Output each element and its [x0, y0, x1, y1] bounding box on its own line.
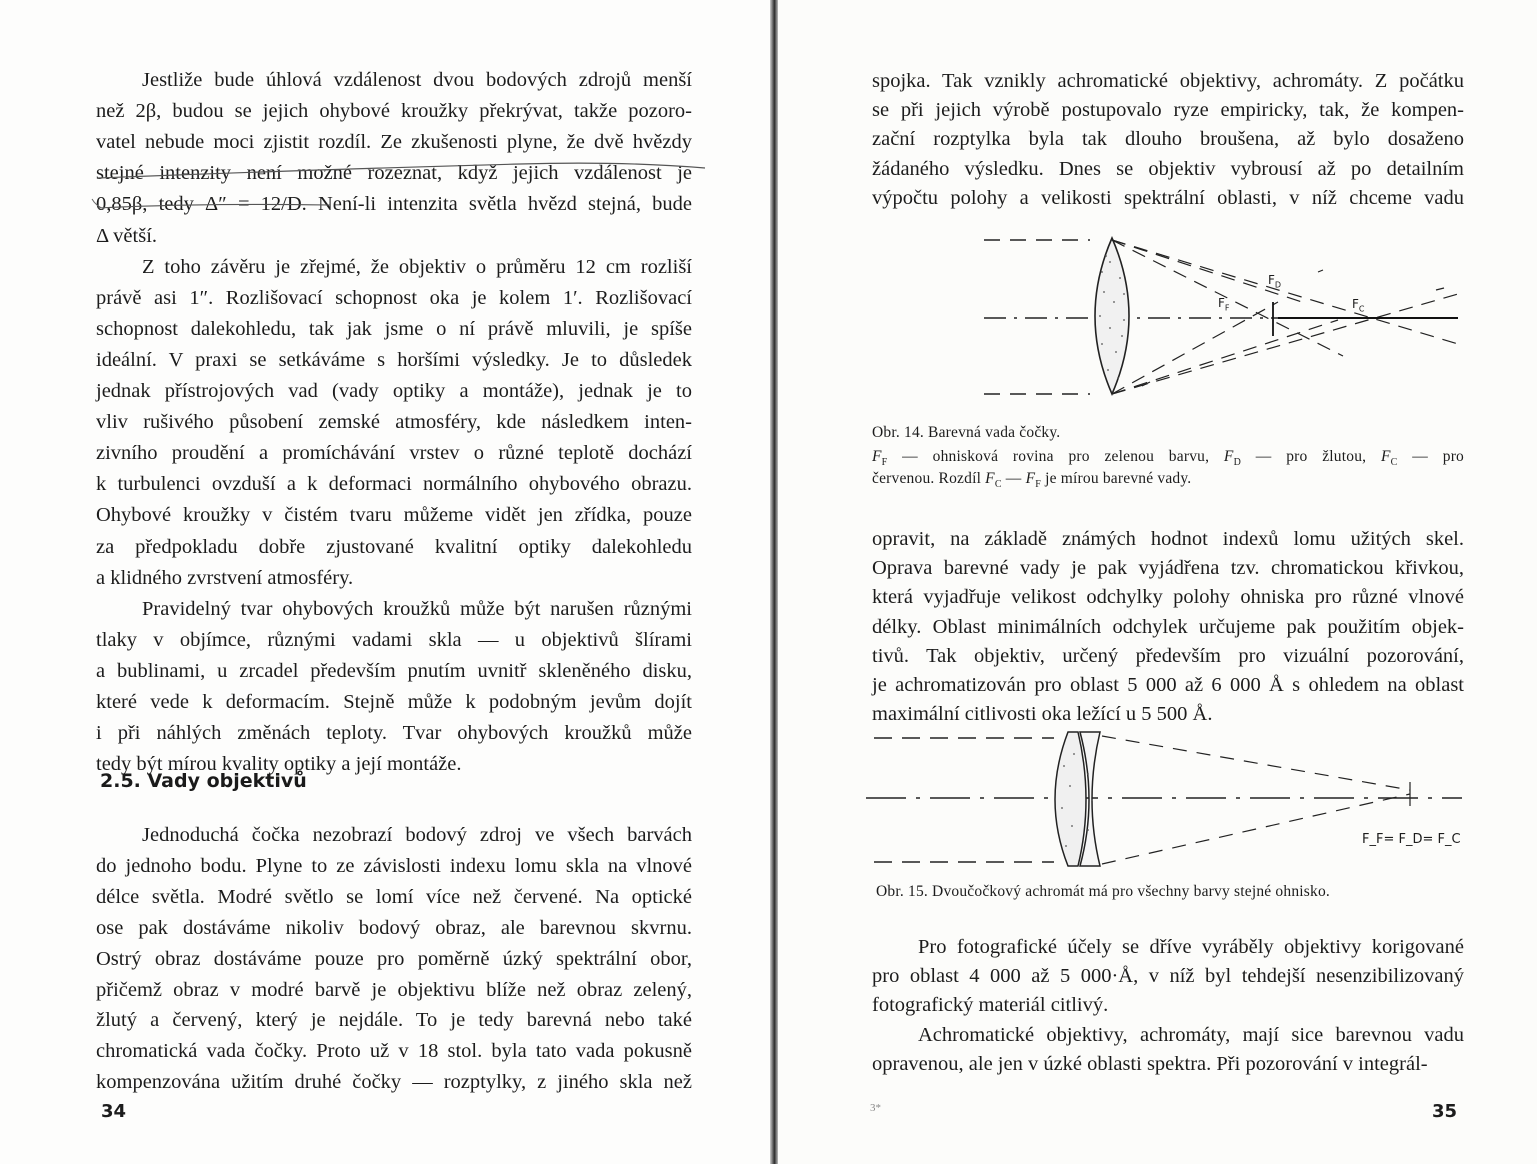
text-line: tedy být mírou kvality optiky a její montáže. — [96, 753, 462, 776]
text-line: do jednoho bodu. Plyne to ze závislosti indexu lomu skla na vlnové — [96, 854, 692, 877]
text-line: Δ větší. — [96, 224, 158, 247]
figure-15-focus-label: F_F= F_D= F_C — [1362, 832, 1461, 847]
text-line: vatel nebude moci zjistit rozdíl. Ze zkušenosti plyne, že dvě hvězdy — [96, 131, 692, 154]
figure-14-caption-line2: $F_F$ — ohnisková rovina pro zelenou barvu, $F_D$ — pro žlutou, $F_C$ — pro — [872, 448, 1465, 469]
text-line: fotografický materiál citlivý. — [872, 994, 1109, 1017]
text-line: výpočtu polohy a velikosti spektrální oblasti, v níž chceme vadu — [872, 186, 1464, 209]
text-line: kompenzována užitím druhé čočky — rozptylky, z jiného skla než — [96, 1071, 692, 1094]
right-page — [778, 0, 1537, 1164]
text-line: opravit, na základě známých hodnot indexů lomu užitých skel. — [872, 528, 1464, 550]
page-number-right: 35 — [1432, 1101, 1458, 1122]
text-line: i při náhlých změnách teploty. Tvar ohybových kroužků může — [96, 722, 692, 745]
label-fc: $F_C$ — [1352, 297, 1365, 314]
text-line: 0,85β, tedy Δ″ = 12/D. Není-li intenzita světla hvězd stejná, bude — [96, 193, 692, 216]
text-line: opravenou, ale jen v úzké oblasti spektra. Při pozorování v integrál- — [872, 1052, 1428, 1075]
text-line: Pravidelný tvar ohybových kroužků může být narušen různými — [142, 597, 692, 620]
text-line: žlutý a červený, který je nejdále. To je tedy barevná nebo také — [96, 1009, 692, 1032]
text-line: k turbulenci ovzduší a k deformaci normálního ohybového obrazu. — [96, 473, 692, 496]
text-line: pro oblast 4 000 až 5 000·Å, v níž byl tehdejší nesenzibilizovaný — [872, 965, 1464, 988]
text-line: zační rozptylka byla tak dlouho broušena, až bylo dosaženo — [872, 128, 1464, 151]
page-number-left: 34 — [101, 1101, 127, 1122]
text-line: Ostrý obraz dostáváme pouze pro poměrně úzký spektrální obor, — [96, 947, 692, 970]
pencil-underline — [0, 0, 770, 260]
text-line: přičemž obraz v modré barvě je objektivu blíže než obraz zelený, — [96, 978, 692, 1001]
text-line: vliv rušivého působení zemské atmosféry, kde následkem inten- — [96, 411, 692, 434]
text-line: je achromatizován pro oblast 5 000 až 6 000 Å s ohledem na oblast — [872, 674, 1464, 696]
label-fd: $F_D$ — [1268, 273, 1282, 290]
text-line: schopnost dalekohledu, tak jak jsme o ní právě mluvili, je spíše — [96, 317, 692, 340]
text-line: Achromatické objektivy, achromáty, mají sice barevnou vadu — [918, 1023, 1464, 1046]
text-line: ose pak dostáváme nikoliv bodový obraz, ale barevnou skvrnu. — [96, 916, 692, 939]
text-line: Jestliže bude úhlová vzdálenost dvou bodových zdrojů menší — [142, 69, 692, 91]
text-line: právě asi 1″. Rozlišovací schopnost oka je kolem 1′. Rozlišovací — [96, 286, 692, 309]
text-line: a klidného zvrstvení atmosféry. — [96, 566, 354, 589]
text-line: tivů. Tak objektiv, určený především pro vizuální pozorování, — [872, 644, 1464, 667]
label-ff: $F_F$ — [1218, 296, 1230, 313]
text-line: tlaky v objímce, různými vadami skla — u objektivů šlírami — [96, 628, 692, 651]
text-line: které vede k deformacím. Stejně může k podobným jevům dojít — [96, 691, 692, 713]
text-line: a bublinami, u zrcadel především pnutím uvnitř skleněného disku, — [96, 659, 692, 682]
book-gutter — [770, 0, 778, 1164]
text-line: než 2β, budou se jejich ohybové kroužky překrývat, takže pozoro- — [96, 100, 692, 123]
text-line: žádaného výsledku. Dnes se objektiv vybrousí až po detailním — [872, 157, 1464, 180]
figure-14-chromatic-aberration — [978, 232, 1478, 412]
text-line: zivního proudění a promíchávání vrstev o různé teplotě dochází — [96, 442, 692, 465]
text-line: délce světla. Modré světlo se lomí více než červené. Na optické — [96, 885, 692, 908]
figure-14-caption-line3: červenou. Rozdíl $F_C$ — $F_F$ je mírou barevné vady. — [872, 470, 1192, 491]
text-line: stejné intenzity není možné rozeznat, když jejich vzdálenost je — [96, 162, 692, 185]
text-line: Ohybové kroužky v čistém tvaru můžeme vidět jen zřídka, pouze — [96, 504, 692, 527]
figure-15-caption: Obr. 15. Dvoučočkový achromát má pro všechny barvy stejné ohnisko. — [876, 883, 1330, 900]
text-line: jednak přístrojových vad (vady optiky a montáže), jednak je to — [96, 380, 692, 402]
text-line: Pro fotografické účely se dříve vyráběly objektivy korigované — [918, 936, 1464, 958]
text-line: Z toho závěru je zřejmé, že objektiv o průměru 12 cm rozliší — [142, 255, 692, 278]
text-line: za předpokladu dobře zjustované kvalitní optiky dalekohledu — [96, 535, 692, 558]
signature-mark: 3* — [870, 1102, 881, 1114]
text-line: se při jejich výrobě postupovalo ryze empiricky, tak, že kompen- — [872, 99, 1464, 122]
text-line: která vyjadřuje velikost odchylky polohy ohniska pro různé vlnové — [872, 586, 1464, 609]
figure-14-caption-title: Obr. 14. Barevná vada čočky. — [872, 424, 1061, 441]
text-line: Jednoduchá čočka nezobrazí bodový zdroj ve všech barvách — [142, 824, 692, 846]
text-line: chromatická vada čočky. Proto už v 18 stol. byla tato vada pokusně — [96, 1040, 692, 1063]
text-line: spojka. Tak vznikly achromatické objektivy, achromáty. Z počátku — [872, 70, 1464, 92]
text-line: maximální citlivosti oka ležící u 5 500 Å. — [872, 703, 1213, 726]
section-heading: 2.5. Vady objektivů — [100, 770, 307, 792]
text-line: Oprava barevné vady je pak vyjádřena tzv. chromatickou křivkou, — [872, 557, 1464, 580]
figure-15-achromat — [862, 726, 1462, 876]
text-line: délky. Oblast minimálních odchylek určujeme pak použitím objek- — [872, 615, 1464, 638]
text-line: ideální. V praxi se setkáváme s horšími výsledky. Je to důsledek — [96, 348, 692, 371]
